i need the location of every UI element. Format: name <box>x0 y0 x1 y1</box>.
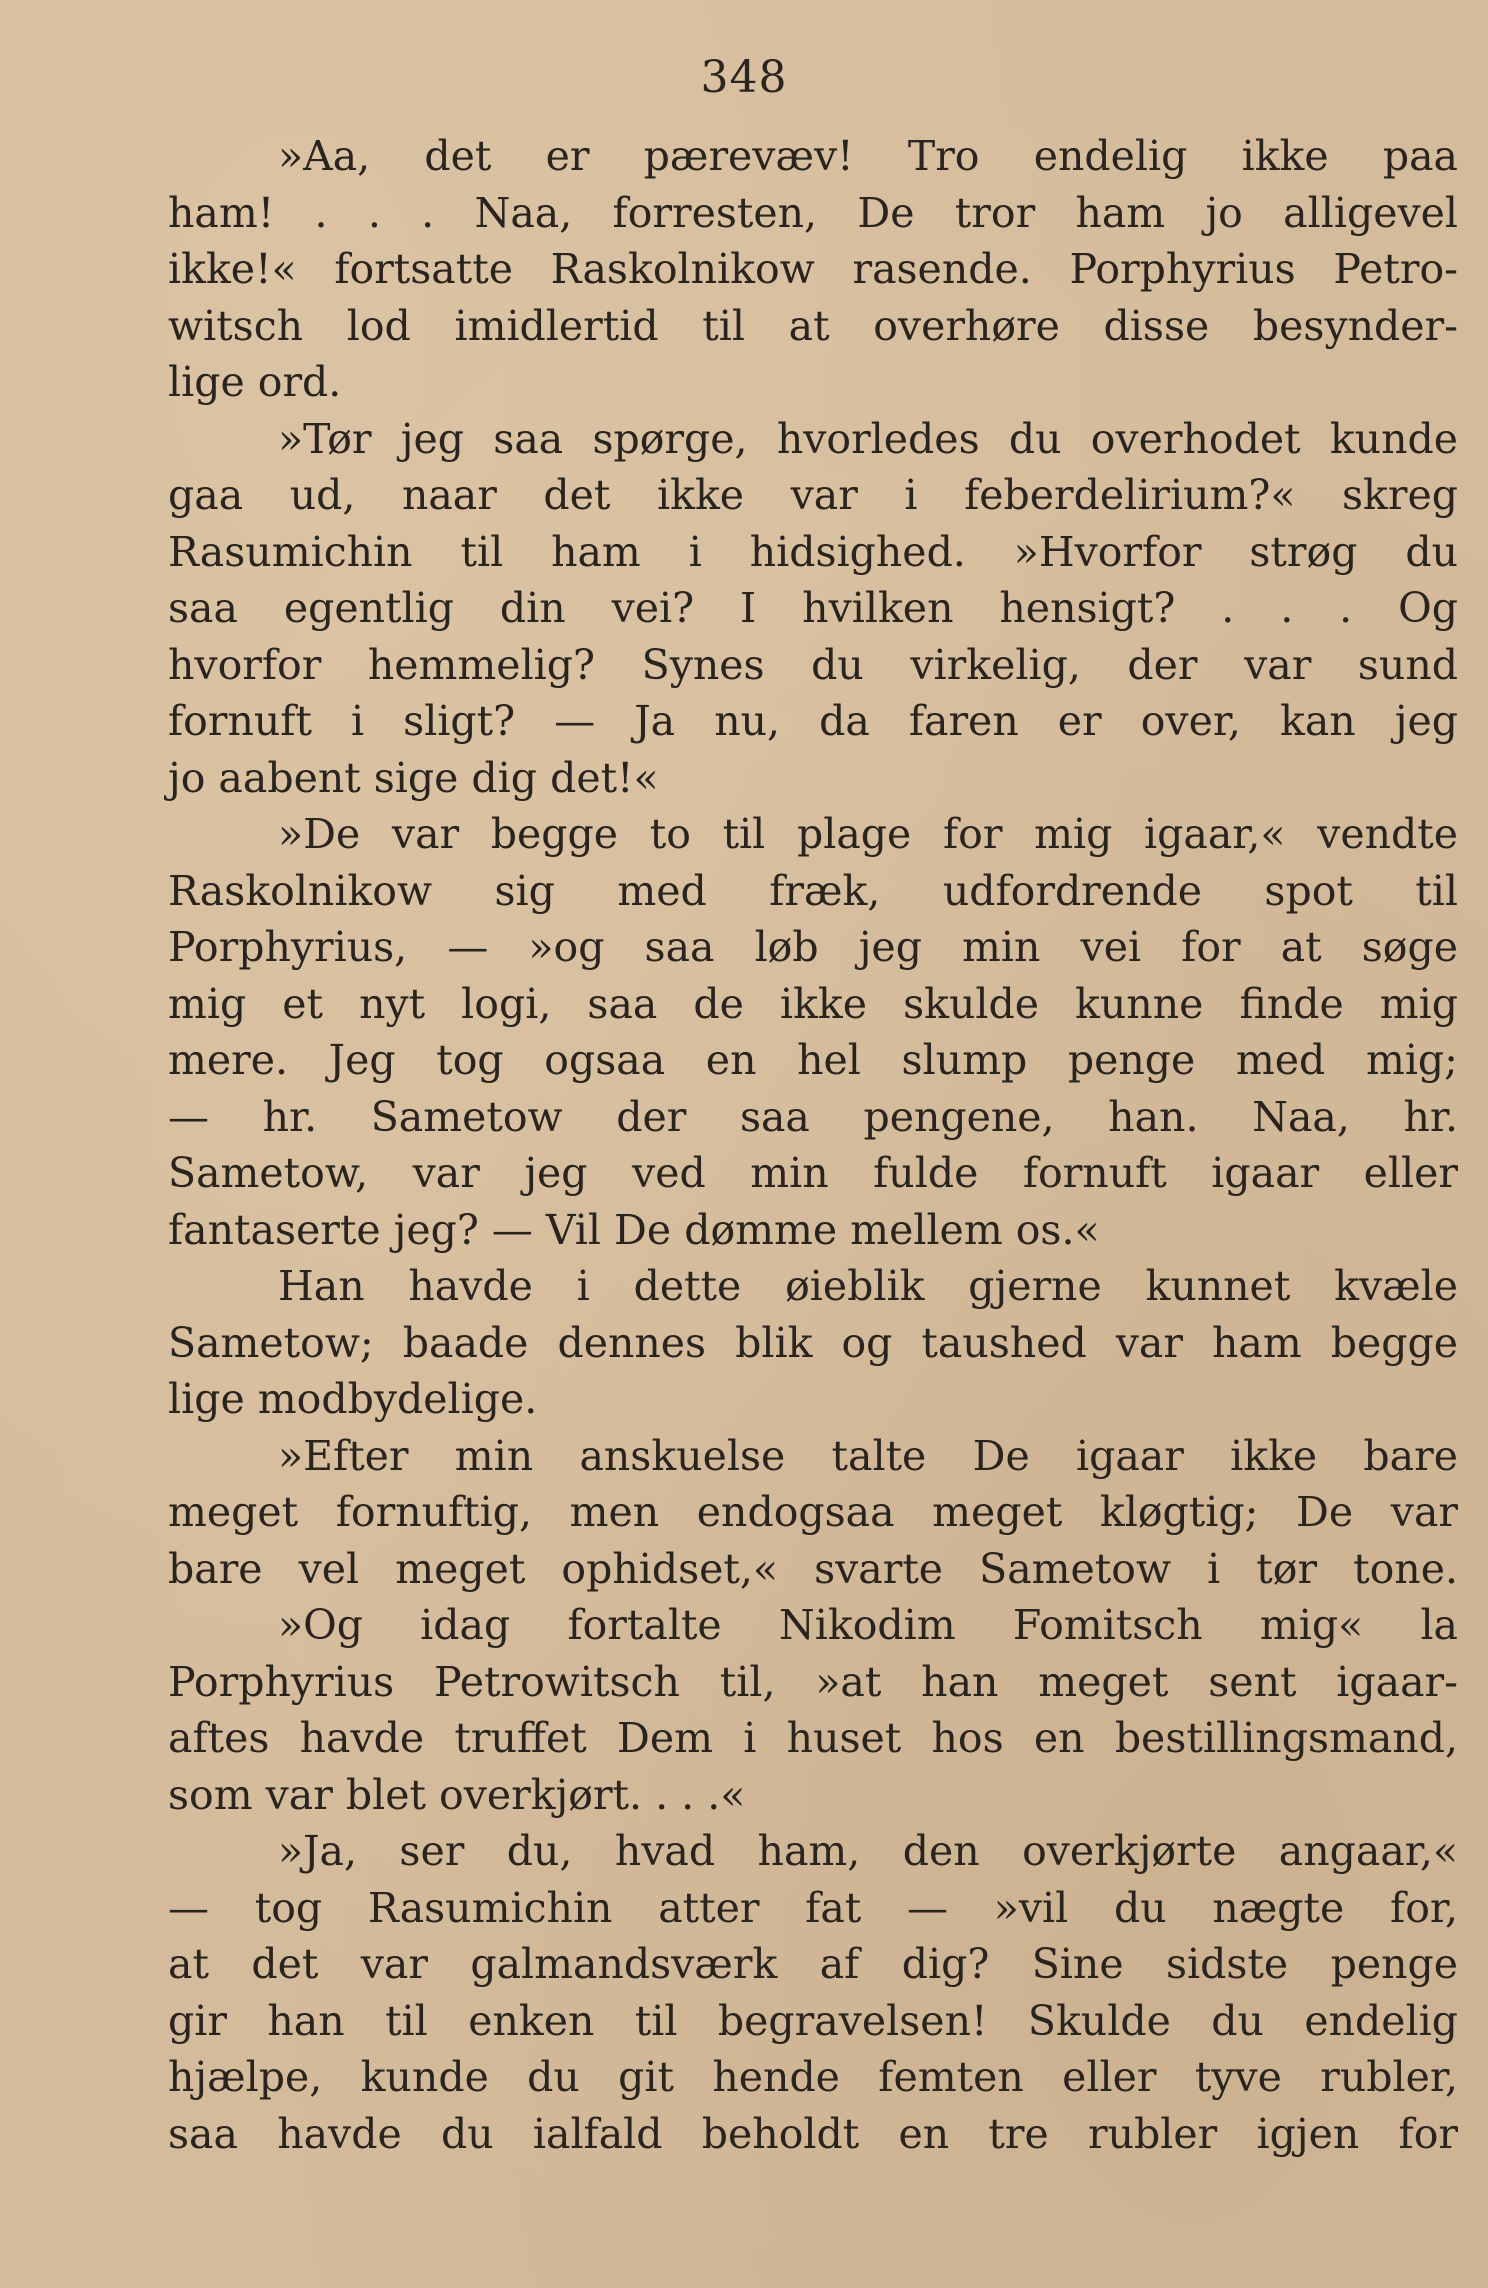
body-text <box>168 128 1458 2162</box>
text-line: Han havde i dette øieblik gjerne kunnet kvæle <box>278 1262 1458 1310</box>
text-line: fantaserte jeg? — Vil De dømme mellem os.« <box>168 1205 1100 1254</box>
text-line: mere. Jeg tog ogsaa en hel slump penge med mig; <box>168 1036 1458 1084</box>
text-line: Rasumichin til ham i hidsighed. »Hvorfor strøg du <box>168 527 1458 576</box>
text-line: Sametow, var jeg ved min fulde fornuft igaar eller <box>168 1149 1458 1197</box>
text-line: — tog Rasumichin atter fat — »vil du nægte for, <box>168 1883 1458 1932</box>
text-line: meget fornuftig, men endogsaa meget kløgtig; De var <box>168 1488 1458 1536</box>
text-line: hvorfor hemmelig? Synes du virkelig, der var sund <box>168 640 1458 689</box>
text-line: mig et nyt logi, saa de ikke skulde kunne finde mig <box>168 979 1458 1028</box>
text-line: »De var begge to til plage for mig igaar,« vendte <box>278 810 1458 858</box>
text-line: »Tør jeg saa spørge, hvorledes du overhodet kunde <box>278 414 1458 463</box>
text-line: »Ja, ser du, hvad ham, den overkjørte angaar,« <box>278 1827 1458 1875</box>
text-line: saa egentlig din vei? I hvilken hensigt? . . . Og <box>168 584 1458 632</box>
text-line: ikke!« fortsatte Raskolnikow rasende. Porphyrius Petro- <box>168 245 1458 293</box>
text-line: som var blet overkjørt. . . .« <box>168 1770 746 1819</box>
text-line: gir han til enken til begravelsen! Skulde du endelig <box>168 1996 1458 2045</box>
text-line: jo aabent sige dig det!« <box>168 753 659 802</box>
text-line: lige modbydelige. <box>168 1375 538 1423</box>
text-line: witsch lod imidlertid til at overhøre disse besynder- <box>168 301 1458 350</box>
text-line: saa havde du ialfald beholdt en tre rubler igjen for <box>168 2109 1458 2158</box>
text-line: gaa ud, naar det ikke var i feberdelirium?« skreg <box>168 471 1458 519</box>
text-line: bare vel meget ophidset,« svarte Sametow i tør tone. <box>168 1544 1458 1593</box>
text-line: at det var galmandsværk af dig? Sine sidste penge <box>168 1940 1458 1988</box>
text-line: Porphyrius Petrowitsch til, »at han meget sent igaar- <box>168 1657 1458 1706</box>
text-line: »Og idag fortalte Nikodim Fomitsch mig« la <box>278 1601 1458 1649</box>
text-line: Porphyrius, — »og saa løb jeg min vei for at søge <box>168 923 1458 971</box>
text-line: »Efter min anskuelse talte De igaar ikke bare <box>278 1431 1458 1480</box>
page-number: 348 <box>700 52 788 103</box>
text-line: ham! . . . Naa, forresten, De tror ham jo alligevel <box>168 188 1458 237</box>
text-line: Sametow; baade dennes blik og taushed var ham begge <box>168 1318 1458 1367</box>
text-line: fornuft i sligt? — Ja nu, da faren er over, kan jeg <box>168 697 1458 745</box>
text-line: »Aa, det er pærevæv! Tro endelig ikke paa <box>278 132 1458 180</box>
text-line: — hr. Sametow der saa pengene, han. Naa, hr. <box>168 1092 1458 1141</box>
text-line: hjælpe, kunde du git hende femten eller tyve rubler, <box>168 2053 1458 2101</box>
text-line: Raskolnikow sig med fræk, udfordrende spot til <box>168 866 1458 915</box>
text-line: aftes havde truffet Dem i huset hos en bestillingsmand, <box>168 1714 1458 1762</box>
text-line: lige ord. <box>168 358 342 406</box>
